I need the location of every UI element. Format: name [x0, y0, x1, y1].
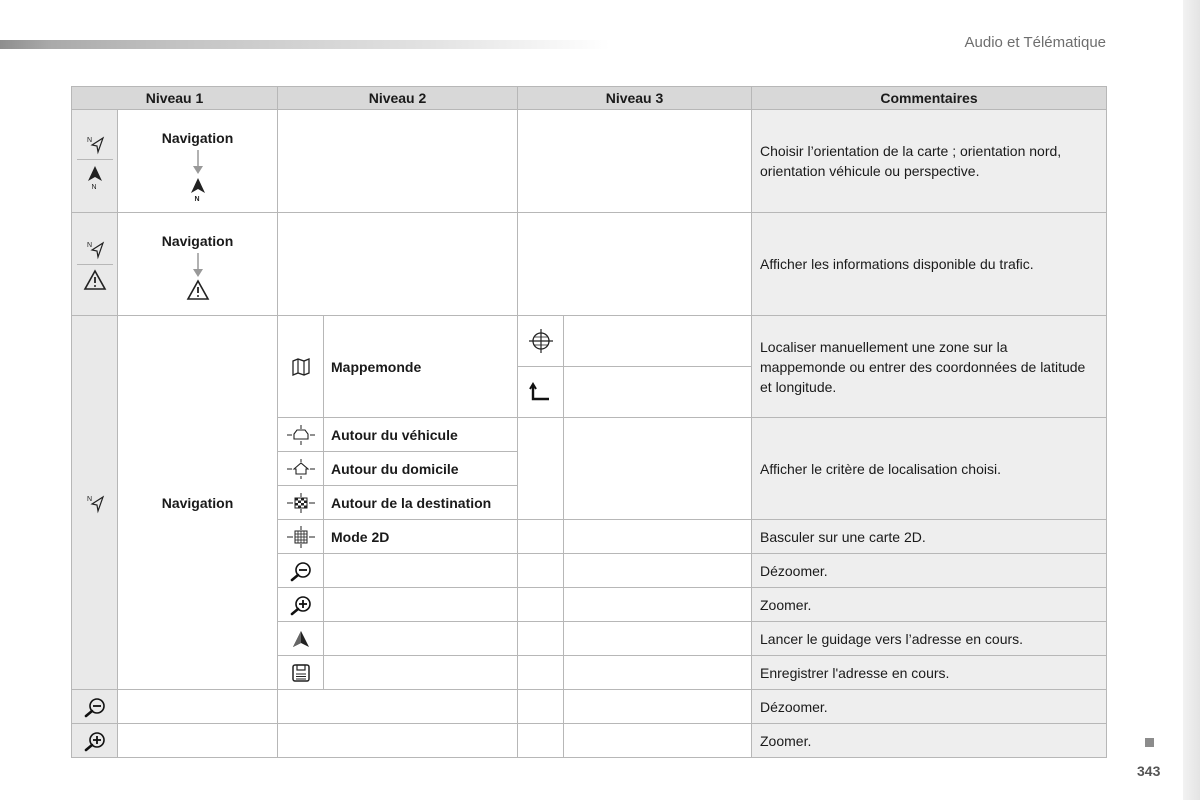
navigation-label: Navigation	[161, 233, 234, 249]
around-vehicle-icon-cell	[278, 418, 324, 452]
table-row	[72, 213, 1107, 316]
warning-triangle-icon	[186, 279, 210, 301]
empty-cell	[564, 622, 752, 656]
zoom-in-comment: Zoomer.	[752, 588, 1107, 622]
location-criteria-comment: Afficher le critère de localisation choisi.	[752, 418, 1107, 520]
around-vehicle-icon	[286, 424, 316, 446]
orientation-nav-cell	[118, 110, 278, 213]
zoom-out-comment: Dézoomer.	[752, 554, 1107, 588]
around-home-label: Autour du domicile	[324, 452, 518, 486]
traffic-icon-cell	[72, 213, 118, 316]
svg-text:N: N	[194, 196, 200, 202]
zoom-out-icon	[83, 696, 107, 718]
empty-cell	[324, 622, 518, 656]
map-menu-nav-cell	[118, 316, 278, 690]
empty-cell	[518, 213, 752, 316]
empty-cell	[518, 656, 564, 690]
map-menu-icon-cell	[72, 316, 118, 690]
navigation-label: Navigation	[161, 494, 234, 511]
map-2d-grid-icon	[286, 525, 316, 549]
mappemonde-label: Mappemonde	[324, 316, 518, 418]
empty-cell	[518, 724, 564, 758]
warning-triangle-icon	[83, 269, 107, 291]
empty-cell	[564, 418, 752, 520]
table-row	[72, 690, 1107, 724]
empty-cell	[118, 724, 278, 758]
zoom-out-icon	[289, 560, 313, 582]
zoom-out-comment: Dézoomer.	[752, 690, 1107, 724]
around-home-icon-cell	[278, 452, 324, 486]
empty-cell	[518, 520, 564, 554]
page-edge-strip	[1183, 0, 1200, 800]
table-row	[72, 316, 1107, 367]
table-row	[72, 110, 1107, 213]
column-header-level1: Niveau 1	[72, 87, 278, 110]
empty-cell	[564, 367, 752, 418]
empty-cell	[564, 724, 752, 758]
north-arrow-icon	[187, 176, 209, 202]
zoom-out-icon-cell	[72, 690, 118, 724]
empty-cell	[518, 418, 564, 520]
guidance-icon-cell	[278, 622, 324, 656]
empty-cell	[278, 724, 518, 758]
orientation-icon-cell	[72, 110, 118, 213]
column-header-level2: Niveau 2	[278, 87, 518, 110]
svg-text:N: N	[86, 241, 92, 249]
zoom-in-icon	[289, 594, 313, 616]
empty-cell	[564, 316, 752, 367]
save-icon	[290, 662, 312, 684]
empty-cell	[118, 690, 278, 724]
empty-cell	[564, 690, 752, 724]
empty-cell	[278, 213, 518, 316]
mappemonde-comment: Localiser manuellement une zone sur la mappemonde ou entrer des coordonnées de latitude et longitude.	[752, 316, 1107, 418]
guidance-comment: Lancer le guidage vers l’adresse en cours.	[752, 622, 1107, 656]
back-icon-cell	[518, 367, 564, 418]
svg-text:N: N	[91, 183, 97, 190]
north-arrow-icon	[84, 164, 106, 190]
map-settings-icon	[84, 492, 106, 514]
crosshair-icon	[528, 328, 554, 354]
arrow-down-icon	[192, 150, 204, 176]
zoom-in-icon-cell	[278, 588, 324, 622]
svg-text:N: N	[86, 136, 92, 144]
save-icon-cell	[278, 656, 324, 690]
around-home-icon	[286, 458, 316, 480]
empty-cell	[324, 554, 518, 588]
around-destination-icon-cell	[278, 486, 324, 520]
empty-cell	[518, 110, 752, 213]
column-header-level3: Niveau 3	[518, 87, 752, 110]
svg-text:N: N	[86, 495, 92, 503]
empty-cell	[518, 690, 564, 724]
decorative-header-bar	[0, 40, 610, 49]
section-title: Audio et Télématique	[964, 34, 1106, 51]
empty-cell	[324, 588, 518, 622]
mode-2d-comment: Basculer sur une carte 2D.	[752, 520, 1107, 554]
empty-cell	[564, 554, 752, 588]
mode-2d-label: Mode 2D	[324, 520, 518, 554]
zoom-in-icon	[83, 730, 107, 752]
traffic-comment: Afficher les informations disponible du trafic.	[752, 213, 1107, 316]
empty-cell	[518, 622, 564, 656]
save-comment: Enregistrer l'adresse en cours.	[752, 656, 1107, 690]
navigation-menu-table	[71, 86, 1107, 758]
empty-cell	[278, 690, 518, 724]
back-arrow-icon	[529, 381, 553, 403]
navigation-label: Navigation	[161, 130, 234, 146]
zoom-in-icon-cell	[72, 724, 118, 758]
column-header-comments: Commentaires	[752, 87, 1107, 110]
zoom-out-icon-cell	[278, 554, 324, 588]
crosshair-icon-cell	[518, 316, 564, 367]
map-settings-icon	[84, 238, 106, 260]
world-map-icon-cell	[278, 316, 324, 418]
traffic-nav-cell	[118, 213, 278, 316]
page-number: 343	[1137, 763, 1161, 779]
around-destination-icon	[286, 492, 316, 514]
world-map-icon	[290, 356, 312, 378]
orientation-comment: Choisir l’orientation de la carte ; orientation nord, orientation véhicule ou perspective.	[752, 110, 1107, 213]
empty-cell	[324, 656, 518, 690]
zoom-in-comment: Zoomer.	[752, 724, 1107, 758]
empty-cell	[564, 656, 752, 690]
empty-cell	[564, 520, 752, 554]
around-destination-label: Autour de la destination	[324, 486, 518, 520]
table-row	[72, 724, 1107, 758]
table-header-row	[72, 87, 1107, 110]
arrow-down-icon	[192, 253, 204, 279]
empty-cell	[518, 554, 564, 588]
page-marker	[1145, 738, 1154, 747]
navigation-arrow-icon	[290, 628, 312, 650]
map-settings-icon	[84, 133, 106, 155]
around-vehicle-label: Autour du véhicule	[324, 418, 518, 452]
mode-2d-icon-cell	[278, 520, 324, 554]
empty-cell	[518, 588, 564, 622]
empty-cell	[564, 588, 752, 622]
empty-cell	[278, 110, 518, 213]
